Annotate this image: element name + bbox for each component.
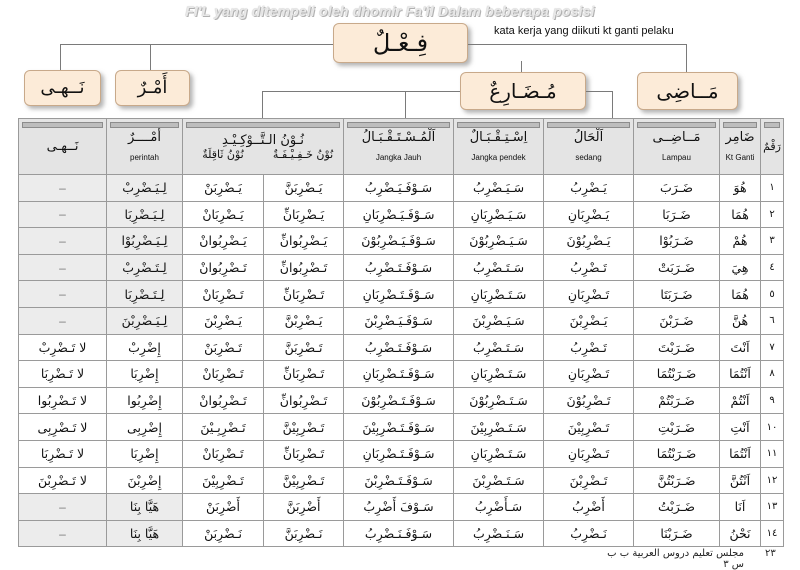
cell-mustaqbal: سَـوْفَـتَـضْرِبْنَ (344, 467, 454, 494)
header-dhamir: ضَامِر Kt Ganti (720, 119, 761, 175)
header-hal: اَلْحَالُ sedang (544, 119, 634, 175)
cell-khafifah: تَـضْرِبَنْ (183, 334, 264, 361)
cell-num: ١ (761, 175, 784, 202)
cell-amr: لِـتَـضْرِبَا (107, 281, 183, 308)
cell-num: ١٢ (761, 467, 784, 494)
cell-hal: تَـضْرِبَانِ (544, 281, 634, 308)
cell-mustaqbal: سَـوْفَـتَـضْرِبَانِ (344, 440, 454, 467)
cell-nahyi: – (19, 175, 107, 202)
cell-hal: تَـضْرِبُ (544, 334, 634, 361)
header-nahyi: نَــهـى (19, 119, 107, 175)
cell-madhi: ضَـرَبْتُنَّ (634, 467, 720, 494)
header-amr: أَمْــــرٌ perintah (107, 119, 183, 175)
cell-dhamir: اَنْتُمَا (720, 440, 761, 467)
cell-tsaqilah: تَـضْرِبَانِّ (264, 440, 344, 467)
cell-num: ١١ (761, 440, 784, 467)
fiil-root-box: فِـعْـلٌ (333, 23, 468, 63)
table-row (19, 414, 784, 441)
tree-line (60, 44, 61, 70)
cell-nahyi: – (19, 201, 107, 228)
cell-nahyi: – (19, 228, 107, 255)
cell-amr: لِـيَـضْرِبْ (107, 175, 183, 202)
cell-madhi: ضَـرَبَ (634, 175, 720, 202)
cell-tsaqilah: تَـضْرِبِيْنَّ (264, 414, 344, 441)
cell-madhi: ضَـرَبَتْ (634, 254, 720, 281)
cell-khafifah: تَـضْرِبِيْنَ (183, 467, 264, 494)
cell-hal: أَضْرِبُ (544, 494, 634, 521)
header-tsaqilah: نُوْنُ ثَاقِلَةٌ (202, 147, 244, 161)
cell-madhi: ضَـرَبْتُ (634, 494, 720, 521)
cell-madhi: ضَـرَبْتُمَا (634, 361, 720, 388)
amr-box: أَمْـرٌ (115, 70, 190, 106)
cell-madhi: ضَـرَبْتُمْ (634, 387, 720, 414)
cell-nahyi: لا تَـضْرِبْنَ (19, 467, 107, 494)
cell-tsaqilah: تَـضْرِبَانِّ (264, 361, 344, 388)
cell-dhamir: اَنْتُمْ (720, 387, 761, 414)
cell-mustaqbal: سَـوْفَـيَـضْرِبَانِ (344, 201, 454, 228)
table-row (19, 175, 784, 202)
cell-khafifah: تَـضْرِبَانْ (183, 361, 264, 388)
cell-hal: يَـضْرِبَانِ (544, 201, 634, 228)
cell-amr: إِضْرِبُوا (107, 387, 183, 414)
cell-khafifah: أَضْرِبَنْ (183, 494, 264, 521)
cell-mustaqbal: سَـوْفَـتَـضْرِبَانِ (344, 281, 454, 308)
cell-dhamir: هُنَّ (720, 307, 761, 334)
tree-line (262, 91, 460, 92)
cell-dhamir: هُمْ (720, 228, 761, 255)
cell-madhi: ضَـرَبْتَ (634, 334, 720, 361)
cell-mustaqbal: سَـوْفَـتَـضْرِبُوْنَ (344, 387, 454, 414)
cell-amr: إِضْرِبَا (107, 361, 183, 388)
cell-dhamir: نَحْنُ (720, 520, 761, 547)
cell-dhamir: اَنَا (720, 494, 761, 521)
cell-hal: تَـضْرِبَانِ (544, 361, 634, 388)
cell-istiqbal: سَـأَضْرِبُ (454, 494, 544, 521)
table-row (19, 361, 784, 388)
cell-hal: تَـضْرِبْنَ (544, 467, 634, 494)
cell-amr: لِـتَـضْرِبْ (107, 254, 183, 281)
cell-istiqbal: سَـيَـضْرِبُوْنَ (454, 228, 544, 255)
cell-amr: إِضْرِبْ (107, 334, 183, 361)
cell-num: ٩ (761, 387, 784, 414)
cell-tsaqilah: أَضْرِبَنَّ (264, 494, 344, 521)
cell-khafifah: تَـضْرِبُوانْ (183, 387, 264, 414)
cell-num: ٧ (761, 334, 784, 361)
table-row (19, 281, 784, 308)
cell-khafifah: تَـضْرِبَانْ (183, 440, 264, 467)
cell-nahyi: – (19, 254, 107, 281)
cell-istiqbal: سَـتَـضْرِبَانِ (454, 361, 544, 388)
cell-nahyi: لا تَـضْرِبْ (19, 334, 107, 361)
madhi-box: مَــاضِى (637, 72, 738, 110)
cell-hal: تَـضْرِبِيْنَ (544, 414, 634, 441)
cell-tsaqilah: تَـضْرِبُوانِّ (264, 387, 344, 414)
cell-num: ١٤ (761, 520, 784, 547)
cell-hal: يَـضْرِبُ (544, 175, 634, 202)
tree-line (150, 44, 151, 70)
cell-tsaqilah: يَـضْرِبُوانِّ (264, 228, 344, 255)
cell-nahyi: لا تَـضْرِبَا (19, 361, 107, 388)
cell-tsaqilah: تَـضْرِبُوانِّ (264, 254, 344, 281)
cell-mustaqbal: سَـوْفَـتَـضْرِبَانِ (344, 361, 454, 388)
cell-hal: تَـضْرِبَانِ (544, 440, 634, 467)
cell-madhi: ضَـرَبُوْا (634, 228, 720, 255)
conjugation-table-wrap (18, 118, 783, 547)
cell-khafifah: يَـضْرِبَنْ (183, 175, 264, 202)
cell-num: ٣ (761, 228, 784, 255)
cell-amr: هَيَّا بِنَا (107, 494, 183, 521)
cell-amr: إِضْرِبِى (107, 414, 183, 441)
cell-madhi: ضَـرَبْتُمَا (634, 440, 720, 467)
cell-madhi: ضَـرَبْنَا (634, 520, 720, 547)
cell-dhamir: اَنْتُنَّ (720, 467, 761, 494)
cell-tsaqilah: تَـضْرِبَنَّ (264, 334, 344, 361)
cell-khafifah: نَـضْرِبَنْ (183, 520, 264, 547)
page-number: ٢٣ (765, 548, 776, 559)
header-taukid: نُـوْنُ الـتَّــوْكِـيْـدِ نُوْنُ خَـفِـيْـفَـةٌ نُوْنُ ثَاقِلَةٌ (183, 119, 344, 175)
cell-dhamir: اَنْتُمَا (720, 361, 761, 388)
cell-mustaqbal: سَـوْفَ أَضْرِبُ (344, 494, 454, 521)
cell-istiqbal: سَـتَـضْرِبْنَ (454, 467, 544, 494)
cell-khafifah: يَـضْرِبُوانْ (183, 228, 264, 255)
cell-istiqbal: سَـيَـضْرِبَانِ (454, 201, 544, 228)
cell-num: ٢ (761, 201, 784, 228)
cell-hal: تَـضْرِبُوْنَ (544, 387, 634, 414)
tree-line (612, 91, 613, 118)
cell-khafifah: يَـضْرِبَانْ (183, 201, 264, 228)
cell-madhi: ضَـرَبَا (634, 201, 720, 228)
cell-madhi: ضَـرَبَتَا (634, 281, 720, 308)
cell-istiqbal: سَـتَـضْرِبَانِ (454, 440, 544, 467)
cell-mustaqbal: سَـوْفَـيَـضْرِبُوْنَ (344, 228, 454, 255)
cell-amr: لِـيَـضْرِبَا (107, 201, 183, 228)
cell-nahyi: لا تَـضْرِبِى (19, 414, 107, 441)
tree-line (584, 91, 612, 92)
cell-mustaqbal: سَـوْفَـتَـضْرِبُ (344, 334, 454, 361)
mudhari-box: مُـضَـارِعٌ (460, 72, 586, 110)
cell-nahyi: لا تَـضْرِبَا (19, 440, 107, 467)
cell-tsaqilah: يَـضْرِبَانِّ (264, 201, 344, 228)
cell-nahyi: لا تَـضْرِبُوا (19, 387, 107, 414)
cell-nahyi: – (19, 281, 107, 308)
header-mustaqbal: اَلْمُـسْـتَـقْـبَـالُ Jangka Jauh (344, 119, 454, 175)
conjugation-table (18, 118, 784, 547)
header-istiqbal: اِسْـتِـقْـبَـالٌ Jangka pendek (454, 119, 544, 175)
table-row (19, 440, 784, 467)
cell-mustaqbal: سَـوْفَـتَـضْرِبُ (344, 254, 454, 281)
table-row (19, 334, 784, 361)
cell-istiqbal: سَـتَـضْرِبُ (454, 254, 544, 281)
cell-amr: إِضْرِبْنَ (107, 467, 183, 494)
tree-line (521, 61, 522, 72)
tree-line (60, 44, 333, 45)
cell-tsaqilah: يَـضْرِبَنَّ (264, 175, 344, 202)
cell-nahyi: – (19, 494, 107, 521)
cell-num: ٨ (761, 361, 784, 388)
table-row (19, 307, 784, 334)
cell-hal: تَـضْرِبُ (544, 254, 634, 281)
tree-line (405, 91, 406, 118)
cell-nahyi: – (19, 520, 107, 547)
cell-amr: إِضْرِبَا (107, 440, 183, 467)
cell-mustaqbal: سَـوْفَـنَـضْرِبُ (344, 520, 454, 547)
page-subtitle: kata kerja yang diikuti kt ganti pelaku (494, 25, 674, 37)
tree-line (466, 44, 686, 45)
cell-dhamir: هُمَا (720, 201, 761, 228)
cell-hal: يَـضْرِبُوْنَ (544, 228, 634, 255)
tree-line (262, 91, 263, 118)
cell-num: ٦ (761, 307, 784, 334)
cell-madhi: ضَـرَبْنَ (634, 307, 720, 334)
table-row (19, 228, 784, 255)
cell-hal: يَـضْرِبْنَ (544, 307, 634, 334)
cell-istiqbal: سَـتَـضْرِبُوْنَ (454, 387, 544, 414)
cell-khafifah: تَـضْرِبَانْ (183, 281, 264, 308)
table-row (19, 201, 784, 228)
cell-khafifah: تَـضْرِبُوانْ (183, 254, 264, 281)
cell-istiqbal: سَـيَـضْرِبُ (454, 175, 544, 202)
table-row (19, 254, 784, 281)
cell-tsaqilah: نَـضْرِبَنَّ (264, 520, 344, 547)
cell-istiqbal: سَـتَـضْرِبِيْنَ (454, 414, 544, 441)
cell-khafifah: تَـضْرِبِـيْنَ (183, 414, 264, 441)
cell-dhamir: هِيَ (720, 254, 761, 281)
header-madhi: مَــاضِــى Lampau (634, 119, 720, 175)
cell-num: ١٠ (761, 414, 784, 441)
cell-istiqbal: سَـتَـضْرِبَانِ (454, 281, 544, 308)
table-row (19, 520, 784, 547)
table-row (19, 494, 784, 521)
table-row (19, 387, 784, 414)
cell-num: ٥ (761, 281, 784, 308)
cell-istiqbal: سَـنَـضْرِبُ (454, 520, 544, 547)
cell-hal: نَـضْرِبُ (544, 520, 634, 547)
cell-nahyi: – (19, 307, 107, 334)
cell-num: ٤ (761, 254, 784, 281)
cell-tsaqilah: يَـضْرِبْنَّ (264, 307, 344, 334)
cell-tsaqilah: تَـضْرِبَانِّ (264, 281, 344, 308)
header-khafifah: نُوْنُ خَـفِـيْـفَـةٌ (272, 147, 334, 161)
conjugation-body (19, 175, 784, 547)
cell-amr: هَيَّا بِنَا (107, 520, 183, 547)
cell-amr: لِـيَـضْرِبُوْا (107, 228, 183, 255)
cell-khafifah: يَـضْرِبْنَ (183, 307, 264, 334)
cell-dhamir: هُوَ (720, 175, 761, 202)
cell-istiqbal: سَـتَـضْرِبُ (454, 334, 544, 361)
header-raqm: رَقْمٌ (761, 119, 784, 175)
tree-line (686, 44, 687, 72)
cell-tsaqilah: تَـضْرِبِيْنَّ (264, 467, 344, 494)
cell-madhi: ضَـرَبْتِ (634, 414, 720, 441)
cell-amr: لِـيَـضْرِبْنَ (107, 307, 183, 334)
footer-credit: مجلس تعليم دروس العربية ب ب س ٣ (607, 548, 744, 570)
cell-mustaqbal: سَـوْفَـيَـضْرِبْنَ (344, 307, 454, 334)
page-title: FI'L yang ditempeli oleh dhomir Fa'il Dalam beberapa posisi (185, 3, 595, 19)
cell-istiqbal: سَـيَـضْرِبْنَ (454, 307, 544, 334)
nahyi-box: نَــهـى (24, 70, 101, 106)
cell-mustaqbal: سَـوْفَـتَـضْرِبِيْنَ (344, 414, 454, 441)
cell-dhamir: اَنْتِ (720, 414, 761, 441)
cell-num: ١٣ (761, 494, 784, 521)
cell-dhamir: هُمَا (720, 281, 761, 308)
cell-mustaqbal: سَـوْفَـيَـضْرِبُ (344, 175, 454, 202)
cell-dhamir: اَنْتَ (720, 334, 761, 361)
table-row (19, 467, 784, 494)
